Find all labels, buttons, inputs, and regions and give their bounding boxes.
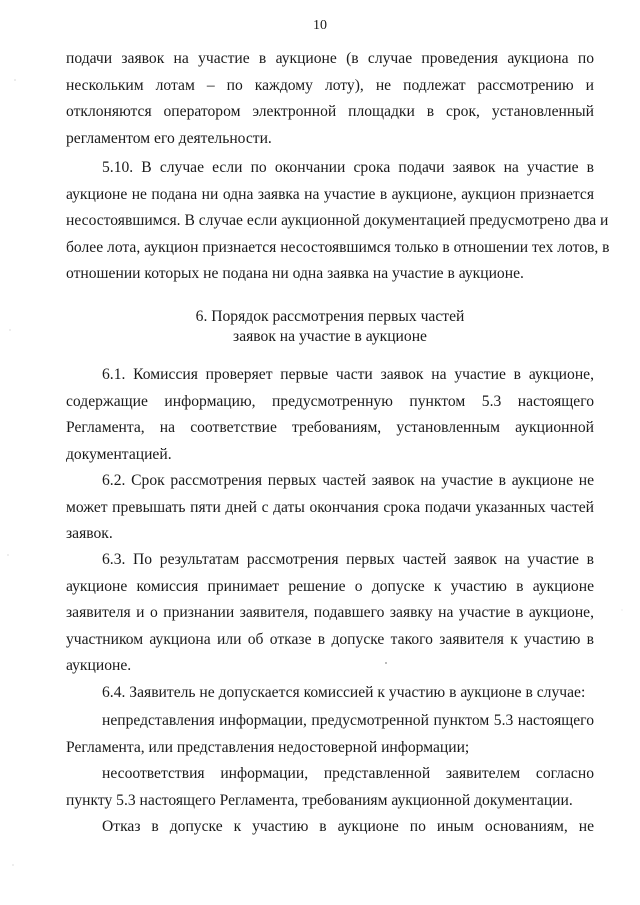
- paragraph-5-10: [66, 155, 610, 288]
- paragraph-6-4: [66, 680, 594, 707]
- section-heading-line: заявок на участие в аукционе: [233, 328, 427, 345]
- paragraph-item-nonprovision: [66, 708, 594, 761]
- paragraph-6-1: [66, 362, 594, 468]
- text-line: заявителя и о признании заявителя, подавшего заявку на участие в аукционе,: [66, 604, 594, 621]
- text-line: пункту 5.3 настоящего Регламента, требованиям аукционной документации.: [66, 791, 573, 809]
- text-line: 6.3. По результатам рассмотрения первых частей заявок на участие в: [102, 551, 594, 568]
- text-line: нескольким лотам – по каждому лоту), не подлежат рассмотрению и: [66, 76, 594, 94]
- text-line: аукционе.: [66, 657, 132, 674]
- text-line: аукционе не подана ни одна заявка на участие в аукционе, аукцион признается: [66, 185, 594, 203]
- text-line: отношении которых не подана ни одна заявка на участие в аукционе.: [66, 265, 524, 282]
- scan-speck: [14, 79, 15, 80]
- text-line: более лота, аукцион признается несостоявшимся только в отношении тех лотов, в: [66, 238, 610, 256]
- text-line: 6.1. Комиссия проверяет первые части заявок на участие в аукционе,: [102, 366, 594, 383]
- text-line: регламентом его деятельности.: [66, 129, 272, 147]
- text-line: участником аукциона или об отказе в допуске такого заявителя к участию в: [66, 630, 594, 648]
- text-line: непредставления информации, предусмотренной пунктом 5.3 настоящего: [102, 712, 594, 729]
- text-line: Регламента, на соответствие требованиям, установленным аукционной: [66, 419, 594, 436]
- scan-speck: [7, 554, 8, 555]
- paragraph-item-nonconformity: [66, 761, 594, 814]
- text-line: заявок.: [66, 525, 113, 542]
- text-line: Отказ в допуске к участию в аукционе по иным основаниям, не: [102, 818, 594, 835]
- text-line: Регламента, или представления недостоверной информации;: [66, 738, 470, 756]
- text-line: аукционе комиссия принимает решение о допуске к участию в аукционе: [66, 577, 594, 595]
- text-line: содержащие информацию, предусмотренную пунктом 5.3 настоящего: [66, 392, 594, 410]
- section-heading-line: 6. Порядок рассмотрения первых частей: [195, 308, 465, 325]
- paragraph-refusal: [66, 814, 594, 841]
- text-line: подачи заявок на участие в аукционе (в случае проведения аукциона по: [66, 50, 594, 67]
- text-line: несостоявшимся. В случае если аукционной документацией предусмотрено два и: [66, 212, 609, 229]
- scan-speck: [622, 610, 623, 611]
- scan-speck: [9, 329, 10, 330]
- section-heading: [66, 307, 594, 347]
- text-line: 5.10. В случае если по окончании срока подачи заявок на участие в: [102, 159, 594, 176]
- text-line: отклоняются оператором электронной площадки в срок, установленный: [66, 103, 594, 120]
- paragraph-6-3: [66, 547, 594, 680]
- page-number: 10: [313, 18, 327, 33]
- paragraph-continuation: [66, 46, 594, 152]
- text-line: может превышать пяти дней с даты окончания срока подачи указанных частей: [66, 498, 594, 516]
- paragraph-6-2: [66, 468, 594, 548]
- scan-speck: [12, 864, 13, 865]
- text-line: 6.4. Заявитель не допускается комиссией к участию в аукционе в случае:: [102, 684, 586, 701]
- text-line: несоответствия информации, представленной заявителем согласно: [102, 765, 594, 782]
- text-line: 6.2. Срок рассмотрения первых частей заявок на участие в аукционе не: [102, 472, 594, 489]
- text-line: документацией.: [66, 445, 172, 463]
